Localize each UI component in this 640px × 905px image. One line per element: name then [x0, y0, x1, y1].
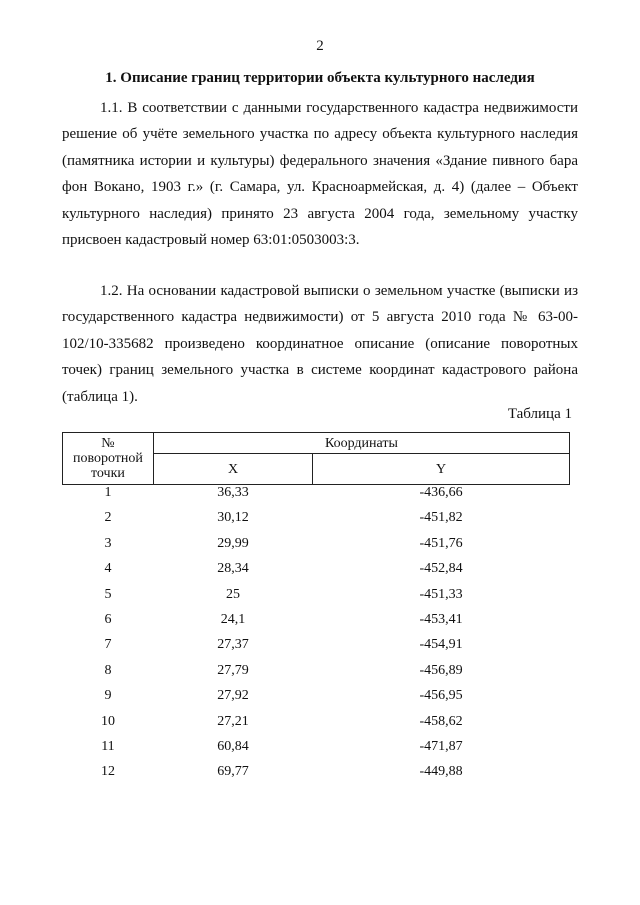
cell-point-number: 2 — [104, 510, 112, 526]
cell-y: -456,89 — [419, 662, 463, 678]
table-row — [63, 688, 570, 713]
cell-point-number: 7 — [104, 637, 112, 653]
table-row — [63, 561, 570, 586]
cell-point-number: 11 — [101, 738, 115, 754]
cell-point-number: 9 — [104, 688, 112, 704]
cell-x: 27,79 — [217, 662, 249, 678]
cell-y: -456,95 — [419, 688, 463, 704]
table-row — [63, 587, 570, 612]
cell-x: 27,21 — [217, 713, 249, 729]
cell-x: 28,34 — [217, 561, 249, 577]
cell-y: -471,87 — [419, 738, 463, 754]
coordinates-table — [62, 432, 570, 790]
cell-point-number: 8 — [104, 662, 112, 678]
table-row — [63, 714, 570, 739]
cell-x: 27,37 — [217, 637, 249, 653]
table-row — [63, 510, 570, 535]
cell-y: -449,88 — [419, 764, 463, 780]
page-number: 2 — [316, 38, 324, 54]
cell-x: 69,77 — [217, 764, 249, 780]
cell-point-number: 12 — [100, 764, 115, 780]
cell-point-number: 3 — [104, 535, 112, 551]
cell-point-number: 4 — [104, 561, 112, 577]
cell-y: -436,66 — [419, 485, 463, 500]
paragraph-1-2: 1.2. На основании кадастровой выписки о земельном участке (выписки из государственного кадастра недвижимости) от 5 августа 2010 года № 63-00-102/10-335682 произведено координатное описание (описание поворотных точек) границ земельного участка в системе координат кадастрового района (таблица 1). — [62, 283, 578, 405]
paragraph-1-1: 1.1. В соответствии с данными государственного кадастра недвижимости решение об учёте земельного участка по адресу объекта культурного наследия (памятника истории и культуры) федерального значения «Здание пивного бара фон Вокано, 1903 г.» (г. Самара, ул. Красноармейская, д. 4) (далее – Объект культурного наследия) принято 23 августа 2004 года, земельному участку присвоен кадастровый номер 63:01:0503003:3. — [62, 100, 578, 249]
cell-y: -451,82 — [419, 510, 463, 526]
table-row — [63, 485, 570, 511]
table-row — [63, 739, 570, 764]
cell-x: 30,12 — [217, 510, 249, 526]
cell-point-number: 1 — [104, 485, 112, 500]
cell-x: 25 — [226, 586, 241, 602]
cell-y: -452,84 — [419, 561, 463, 577]
table-row — [63, 663, 570, 688]
section-title: 1. Описание границ территории объекта культурного наследия — [105, 70, 535, 86]
cell-point-number: 5 — [104, 586, 112, 602]
cell-y: -454,91 — [419, 637, 463, 653]
cell-point-number: 6 — [104, 611, 112, 627]
cell-y: -451,33 — [419, 586, 463, 602]
cell-x: 27,92 — [217, 688, 249, 704]
coordinates-table-body — [63, 485, 570, 790]
cell-y: -458,62 — [419, 713, 463, 729]
header-point-number — [63, 433, 154, 485]
table-caption: Таблица 1 — [507, 406, 572, 422]
table-row — [63, 612, 570, 637]
header-x: X — [153, 454, 312, 485]
table-row — [63, 536, 570, 561]
cell-x: 36,33 — [217, 485, 249, 500]
cell-x: 60,84 — [217, 738, 249, 754]
header-point-number-line3: точки — [90, 466, 125, 481]
table-row — [63, 764, 570, 789]
header-point-number-line2: поворотной — [72, 451, 143, 466]
table-row — [63, 637, 570, 662]
cell-x: 24,1 — [220, 611, 246, 627]
cell-point-number: 10 — [100, 713, 115, 729]
cell-y: -453,41 — [419, 611, 463, 627]
header-coordinates: Координаты — [153, 433, 569, 454]
cell-y: -451,76 — [419, 535, 463, 551]
header-point-number-line1: № — [101, 436, 115, 451]
cell-x: 29,99 — [217, 535, 249, 551]
header-y: Y — [313, 454, 570, 485]
